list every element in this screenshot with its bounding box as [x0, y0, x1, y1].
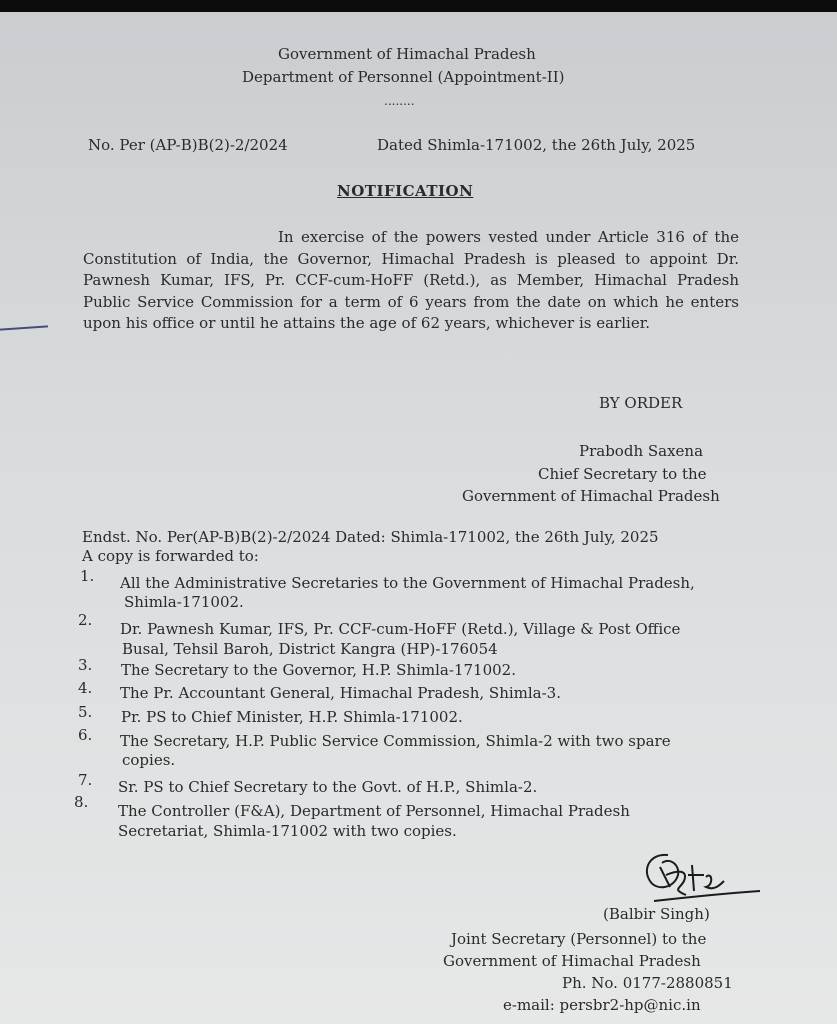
- header-department: Department of Personnel (Appointment-II): [242, 68, 565, 86]
- notification-body: [83, 227, 739, 335]
- header-separator: ........: [384, 94, 415, 108]
- list-item: Dr. Pawnesh Kumar, IFS, Pr. CCF-cum-HoFF (Retd.), Village & Post Office: [120, 620, 681, 638]
- margin-pen-mark: [0, 325, 48, 330]
- reference-number: No. Per (AP-B)B(2)-2/2024: [88, 136, 288, 154]
- list-item: copies.: [122, 751, 176, 769]
- list-item-number: 1.: [80, 567, 95, 585]
- signatory-designation-2: Government of Himachal Pradesh: [443, 952, 701, 970]
- order-signatory-name: Prabodh Saxena: [579, 442, 704, 460]
- list-item-number: 5.: [78, 703, 93, 721]
- endorsement-line: Endst. No. Per(AP-B)B(2)-2/2024 Dated: Shimla-171002, the 26th July, 2025: [82, 528, 659, 546]
- list-item: Busal, Tehsil Baroh, District Kangra (HP)-176054: [122, 640, 498, 658]
- list-item: The Pr. Accountant General, Himachal Pradesh, Shimla-3.: [120, 684, 561, 702]
- list-item: Sr. PS to Chief Secretary to the Govt. of H.P., Shimla-2.: [118, 778, 538, 796]
- list-item-number: 8.: [74, 793, 89, 811]
- signatory-phone: Ph. No. 0177-2880851: [562, 974, 733, 992]
- by-order: BY ORDER: [599, 394, 683, 412]
- list-item: The Secretary, H.P. Public Service Commission, Shimla-2 with two spare: [120, 732, 671, 750]
- signatory-name: (Balbir Singh): [603, 905, 710, 923]
- signatory-email: e-mail: persbr2-hp@nic.in: [503, 996, 701, 1014]
- list-item-number: 4.: [78, 679, 93, 697]
- list-item: Secretariat, Shimla-171002 with two copies.: [118, 822, 457, 840]
- list-item-number: 6.: [78, 726, 93, 744]
- copy-forwarded-to: A copy is forwarded to:: [82, 547, 259, 565]
- order-designation-1: Chief Secretary to the: [538, 465, 707, 483]
- list-item: The Controller (F&A), Department of Personnel, Himachal Pradesh: [118, 802, 630, 820]
- notification-title: NOTIFICATION: [337, 182, 474, 200]
- signatory-designation-1: Joint Secretary (Personnel) to the: [451, 930, 707, 948]
- list-item-number: 2.: [78, 611, 93, 629]
- order-designation-2: Government of Himachal Pradesh: [462, 487, 720, 505]
- reference-date: Dated Shimla-171002, the 26th July, 2025: [377, 136, 696, 154]
- list-item: Pr. PS to Chief Minister, H.P. Shimla-171002.: [121, 708, 463, 726]
- list-item-number: 3.: [78, 656, 93, 674]
- body-paragraph: In exercise of the powers vested under Article 316 of the Constitution of India, the Governor, Himachal Pradesh is pleased to appoint Dr. Pawnesh Kumar, IFS, Pr. CCF-cum-HoFF (Retd.), as Member, Himachal Pradesh Public Service Commission for a term of 6 years from the date on which he enters upon his office or until he attains the age of 62 years, whichever is earlier.: [83, 228, 739, 332]
- list-item: All the Administrative Secretaries to the Government of Himachal Pradesh,: [120, 574, 695, 592]
- header-government: Government of Himachal Pradesh: [278, 45, 536, 63]
- list-item: The Secretary to the Governor, H.P. Shimla-171002.: [121, 661, 516, 679]
- top-bar: [0, 0, 837, 12]
- list-item-number: 7.: [78, 771, 93, 789]
- list-item: Shimla-171002.: [124, 593, 244, 611]
